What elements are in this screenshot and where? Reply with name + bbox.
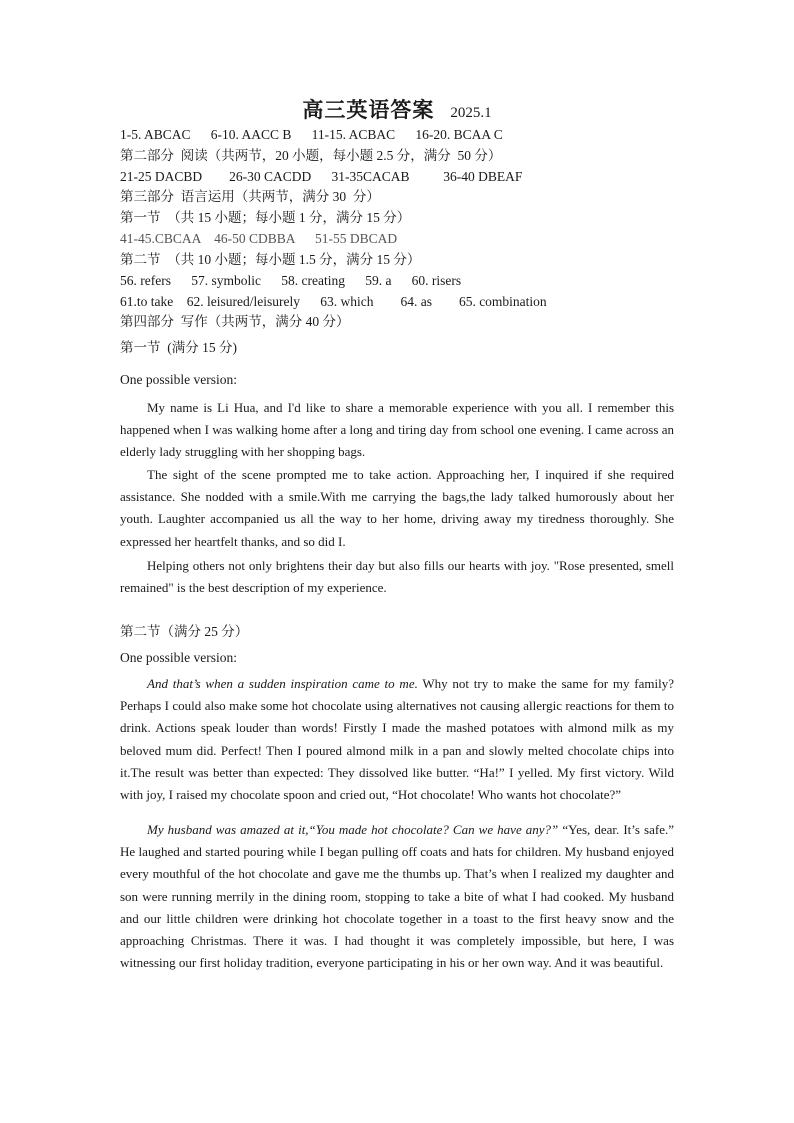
writing2-p2-body: “Yes, dear. It’s safe.” He laughed and started pouring while I began pulling off coats and hats for children. My husband enjoyed every mouthful of the hot chocolate and gave me the thumbs up. That’s when I realized my daughter and son were running merrily in the dining room, stopping to take a bite of what I had cooked. My husband and our little children were drinking hot chocolate together in a toast to the first heavy snow and the approaching Christmas. There it was. I had thought it was completely impossible, but here, I was witnessing our first holiday tradition, everyone participating in his or her own way. And it was beautiful. xyxy=(120,822,674,971)
answers-21-40: 21-25 DACBD 26-30 CACDD 31-35CACAB 36-40 DBEAF xyxy=(120,169,523,184)
answers-61-65: 61.to take 62. leisured/leisurely 63. which 64. as 65. combination xyxy=(120,294,547,309)
writing1-label: One possible version: xyxy=(120,372,237,387)
writing1-heading: 第一节 (满分 15 分) xyxy=(120,340,237,355)
part4-heading: 第四部分 写作（共两节，满分 40 分） xyxy=(120,314,350,329)
writing1-paragraph-2: The sight of the scene prompted me to take action. Approaching her, I inquired if she required assistance. She nodded with a smile.With me carrying the bags,the lady talked humorously about her youth. Laughter accompanied us all the way to her home, driving away my tiredness thoroughly. She expressed her heartfelt thanks, and so did I. xyxy=(120,467,674,549)
writing2-heading: 第二节（满分 25 分） xyxy=(120,624,249,639)
answers-56-60: 56. refers 57. symbolic 58. creating 59. a 60. risers xyxy=(120,273,462,288)
part2-heading: 第二部分 阅读（共两节，20 小题，每小题 2.5 分，满分 50 分） xyxy=(120,148,502,163)
answers-1-20: 1-5. ABCAC 6-10. AACC B 11-15. ACBAC 16-20. BCAA C xyxy=(120,127,503,142)
page-title xyxy=(0,94,794,124)
section2-heading: 第二节 （共 10 小题；每小题 1.5 分，满分 15 分） xyxy=(120,252,421,267)
answers-41-55: 41-45.CBCAA 46-50 CDBBA 51-55 DBCAD xyxy=(120,231,398,246)
writing1-paragraph-1: My name is Li Hua, and I'd like to share a memorable experience with you all. I remember this happened when I was walking home after a long and tiring day from school one evening. I came across an elderly lady struggling with her shopping bags. xyxy=(120,400,674,460)
writing2-p1-opening: And that’s when a sudden inspiration came to me. xyxy=(147,676,418,691)
title-text: 高三英语答案 xyxy=(302,98,435,122)
writing2-p2-opening: My husband was amazed at it,“You made hot chocolate? Can we have any?” xyxy=(147,822,559,837)
section1-heading: 第一节 （共 15 小题；每小题 1 分，满分 15 分） xyxy=(120,210,411,225)
writing2-p1-body: Why not try to make the same for my family? Perhaps I could also make some hot chocolate using alternatives not causing allergic reactions for them to drink. Actions speak louder than words! Firstly I made the mashed potatoes with almond milk as my beloved mum did. Perfect! Then I poured almond milk in a pan and slowly melted chocolate chips into it.The result was better than expected: They dissolved like butter. “Ha!” I yelled. My first victory. Wild with joy, I raised my chocolate spoon and cried out, “Hot chocolate! Who wants hot chocolate?” xyxy=(120,676,674,803)
title-date: 2025.1 xyxy=(450,105,492,121)
writing2-paragraph-1 xyxy=(120,673,674,806)
part3-heading: 第三部分 语言运用（共两节，满分 30 分） xyxy=(120,189,380,204)
writing2-paragraph-2 xyxy=(120,819,674,974)
writing2-label: One possible version: xyxy=(120,650,237,665)
writing1-paragraph-3: Helping others not only brightens their day but also fills our hearts with joy. "Rose presented, smell remained" is the best description of my experience. xyxy=(120,558,674,596)
